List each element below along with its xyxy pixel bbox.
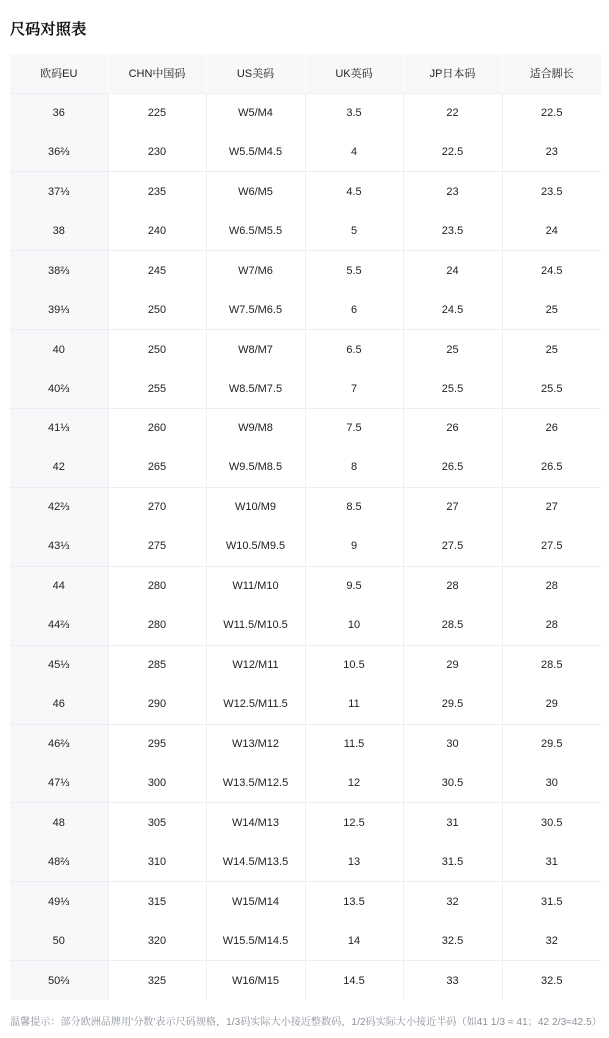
cell-us: W11/M10 [206, 566, 305, 605]
cell-chn: 250 [108, 290, 206, 329]
cell-jp: 24.5 [403, 290, 502, 329]
cell-eu: 38⅔ [10, 251, 108, 290]
cell-chn: 290 [108, 685, 206, 724]
cell-uk: 14 [305, 921, 403, 960]
cell-us: W5.5/M4.5 [206, 132, 305, 171]
cell-us: W6/M5 [206, 172, 305, 211]
cell-foot-length: 24.5 [502, 251, 601, 290]
table-row [10, 921, 601, 960]
cell-us: W7.5/M6.5 [206, 290, 305, 329]
header-foot-length: 适合脚长 [502, 54, 601, 93]
table-row [10, 645, 601, 684]
table-row [10, 724, 601, 763]
table-row [10, 172, 601, 211]
cell-foot-length: 32.5 [502, 961, 601, 1000]
cell-jp: 24 [403, 251, 502, 290]
cell-chn: 245 [108, 251, 206, 290]
cell-jp: 28.5 [403, 606, 502, 645]
header-row [10, 54, 601, 93]
cell-jp: 33 [403, 961, 502, 1000]
cell-jp: 23 [403, 172, 502, 211]
table-row [10, 527, 601, 566]
cell-chn: 300 [108, 763, 206, 802]
table-row [10, 566, 601, 605]
cell-foot-length: 23 [502, 132, 601, 171]
cell-foot-length: 25 [502, 290, 601, 329]
cell-foot-length: 32 [502, 921, 601, 960]
cell-chn: 310 [108, 842, 206, 881]
cell-eu: 42⅔ [10, 487, 108, 526]
cell-chn: 270 [108, 487, 206, 526]
cell-uk: 10.5 [305, 645, 403, 684]
cell-foot-length: 29.5 [502, 724, 601, 763]
cell-jp: 27 [403, 487, 502, 526]
cell-us: W10/M9 [206, 487, 305, 526]
cell-uk: 4 [305, 132, 403, 171]
cell-jp: 22.5 [403, 132, 502, 171]
cell-eu: 50 [10, 921, 108, 960]
cell-chn: 265 [108, 448, 206, 487]
cell-uk: 8 [305, 448, 403, 487]
table-body [10, 93, 601, 1000]
table-row [10, 448, 601, 487]
cell-uk: 13.5 [305, 882, 403, 921]
cell-eu: 40⅔ [10, 369, 108, 408]
cell-jp: 26.5 [403, 448, 502, 487]
table-row [10, 882, 601, 921]
cell-uk: 8.5 [305, 487, 403, 526]
page-title: 尺码对照表 [10, 21, 87, 38]
cell-chn: 315 [108, 882, 206, 921]
cell-uk: 10 [305, 606, 403, 645]
header-us: US美码 [206, 54, 305, 93]
cell-jp: 26 [403, 409, 502, 448]
cell-eu: 50⅔ [10, 961, 108, 1000]
cell-chn: 225 [108, 93, 206, 132]
cell-jp: 28 [403, 566, 502, 605]
cell-jp: 22 [403, 93, 502, 132]
table-row [10, 685, 601, 724]
cell-us: W7/M6 [206, 251, 305, 290]
cell-uk: 5 [305, 211, 403, 250]
cell-foot-length: 24 [502, 211, 601, 250]
cell-uk: 13 [305, 842, 403, 881]
cell-us: W6.5/M5.5 [206, 211, 305, 250]
cell-jp: 31.5 [403, 842, 502, 881]
cell-chn: 295 [108, 724, 206, 763]
cell-us: W8/M7 [206, 330, 305, 369]
cell-us: W11.5/M10.5 [206, 606, 305, 645]
cell-eu: 41⅓ [10, 409, 108, 448]
cell-us: W10.5/M9.5 [206, 527, 305, 566]
cell-chn: 280 [108, 566, 206, 605]
cell-us: W9/M8 [206, 409, 305, 448]
cell-jp: 29 [403, 645, 502, 684]
cell-chn: 280 [108, 606, 206, 645]
cell-uk: 4.5 [305, 172, 403, 211]
table-row [10, 763, 601, 802]
cell-jp: 31 [403, 803, 502, 842]
cell-chn: 250 [108, 330, 206, 369]
table-header [10, 54, 601, 93]
cell-us: W8.5/M7.5 [206, 369, 305, 408]
cell-us: W16/M15 [206, 961, 305, 1000]
cell-jp: 25.5 [403, 369, 502, 408]
cell-eu: 37⅓ [10, 172, 108, 211]
cell-us: W14.5/M13.5 [206, 842, 305, 881]
cell-eu: 48⅔ [10, 842, 108, 881]
size-table-container [10, 54, 601, 1001]
cell-foot-length: 27 [502, 487, 601, 526]
cell-foot-length: 25 [502, 330, 601, 369]
cell-foot-length: 25.5 [502, 369, 601, 408]
cell-foot-length: 29 [502, 685, 601, 724]
cell-foot-length: 23.5 [502, 172, 601, 211]
cell-chn: 240 [108, 211, 206, 250]
cell-us: W15/M14 [206, 882, 305, 921]
table-row [10, 330, 601, 369]
cell-us: W5/M4 [206, 93, 305, 132]
table-row [10, 132, 601, 171]
cell-jp: 27.5 [403, 527, 502, 566]
cell-foot-length: 28.5 [502, 645, 601, 684]
table-row [10, 961, 601, 1000]
cell-chn: 320 [108, 921, 206, 960]
cell-foot-length: 22.5 [502, 93, 601, 132]
header-chn: CHN中国码 [108, 54, 206, 93]
cell-jp: 23.5 [403, 211, 502, 250]
cell-uk: 9 [305, 527, 403, 566]
cell-uk: 9.5 [305, 566, 403, 605]
cell-eu: 47⅓ [10, 763, 108, 802]
cell-foot-length: 28 [502, 566, 601, 605]
table-row [10, 606, 601, 645]
size-table [10, 54, 601, 1000]
cell-uk: 6.5 [305, 330, 403, 369]
cell-jp: 32 [403, 882, 502, 921]
cell-foot-length: 30 [502, 763, 601, 802]
cell-eu: 46⅔ [10, 724, 108, 763]
cell-eu: 42 [10, 448, 108, 487]
cell-foot-length: 26 [502, 409, 601, 448]
cell-foot-length: 31 [502, 842, 601, 881]
cell-jp: 25 [403, 330, 502, 369]
cell-us: W14/M13 [206, 803, 305, 842]
cell-chn: 275 [108, 527, 206, 566]
cell-chn: 230 [108, 132, 206, 171]
cell-chn: 255 [108, 369, 206, 408]
cell-eu: 48 [10, 803, 108, 842]
cell-us: W12.5/M11.5 [206, 685, 305, 724]
table-row [10, 487, 601, 526]
cell-foot-length: 30.5 [502, 803, 601, 842]
cell-us: W9.5/M8.5 [206, 448, 305, 487]
cell-uk: 11.5 [305, 724, 403, 763]
table-row [10, 211, 601, 250]
cell-foot-length: 26.5 [502, 448, 601, 487]
cell-foot-length: 27.5 [502, 527, 601, 566]
cell-jp: 29.5 [403, 685, 502, 724]
header-eu: 欧码EU [10, 54, 108, 93]
cell-foot-length: 31.5 [502, 882, 601, 921]
header-uk: UK英码 [305, 54, 403, 93]
table-row [10, 842, 601, 881]
cell-chn: 305 [108, 803, 206, 842]
cell-foot-length: 28 [502, 606, 601, 645]
cell-us: W13.5/M12.5 [206, 763, 305, 802]
header-jp: JP日本码 [403, 54, 502, 93]
cell-eu: 45⅓ [10, 645, 108, 684]
cell-eu: 44 [10, 566, 108, 605]
cell-jp: 30.5 [403, 763, 502, 802]
cell-uk: 12.5 [305, 803, 403, 842]
table-row [10, 409, 601, 448]
cell-jp: 30 [403, 724, 502, 763]
table-row [10, 93, 601, 132]
cell-chn: 285 [108, 645, 206, 684]
cell-uk: 11 [305, 685, 403, 724]
cell-uk: 7.5 [305, 409, 403, 448]
cell-eu: 43⅓ [10, 527, 108, 566]
cell-uk: 3.5 [305, 93, 403, 132]
cell-uk: 7 [305, 369, 403, 408]
cell-us: W12/M11 [206, 645, 305, 684]
cell-jp: 32.5 [403, 921, 502, 960]
cell-chn: 235 [108, 172, 206, 211]
cell-uk: 14.5 [305, 961, 403, 1000]
cell-eu: 39⅓ [10, 290, 108, 329]
footnote: 温馨提示：部分欧洲品牌用'分数'表示尺码规格，1/3码实际大小接近整数码，1/2码实际大小接近半码（如41 1/3 ≈ 41；42 2/3≈42.5） [10, 1017, 602, 1028]
cell-eu: 49⅓ [10, 882, 108, 921]
table-row [10, 803, 601, 842]
cell-eu: 36⅔ [10, 132, 108, 171]
cell-eu: 38 [10, 211, 108, 250]
cell-eu: 44⅔ [10, 606, 108, 645]
table-row [10, 290, 601, 329]
cell-eu: 40 [10, 330, 108, 369]
cell-chn: 260 [108, 409, 206, 448]
cell-eu: 46 [10, 685, 108, 724]
cell-uk: 5.5 [305, 251, 403, 290]
table-row [10, 369, 601, 408]
cell-chn: 325 [108, 961, 206, 1000]
table-row [10, 251, 601, 290]
cell-uk: 6 [305, 290, 403, 329]
cell-uk: 12 [305, 763, 403, 802]
cell-eu: 36 [10, 93, 108, 132]
cell-us: W13/M12 [206, 724, 305, 763]
cell-us: W15.5/M14.5 [206, 921, 305, 960]
